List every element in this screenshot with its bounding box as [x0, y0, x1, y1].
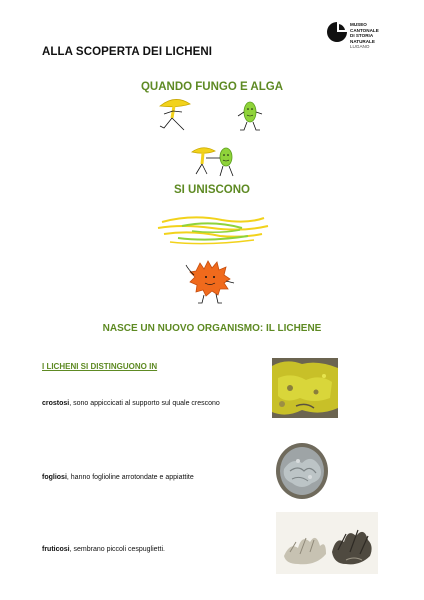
- item-desc: , sono appiccicati al supporto sul quale crescono: [69, 400, 220, 407]
- fruticose-lichen-photo: [276, 512, 378, 574]
- logo-line: DI STORIA: [350, 33, 374, 39]
- logo-place: LUGANO: [350, 44, 370, 50]
- list-item: [42, 546, 165, 553]
- heading-fungus-alga: QUANDO FUNGO E ALGA: [140, 81, 284, 93]
- lichen-character-drawing: [180, 257, 240, 307]
- heading-new-organism: NASCE UN NUOVO ORGANISMO: IL LICHENE: [102, 323, 322, 334]
- list-item: [42, 400, 220, 407]
- document-title: ALLA SCOPERTA DEI LICHENI: [42, 46, 213, 58]
- item-desc: , hanno foglioline arrotondate e appiattite: [66, 474, 194, 481]
- list-item: [42, 474, 194, 481]
- museum-logo-icon: [326, 21, 348, 43]
- logo-line: CANTONALE: [350, 27, 379, 33]
- fungus-character-icon: [160, 99, 190, 130]
- logo-line: MUSEO: [350, 22, 367, 27]
- crustose-lichen-photo: [272, 358, 338, 418]
- foliose-lichen-photo: [274, 439, 330, 501]
- section-title: I LICHENI SI DISTINGUONO IN: [42, 362, 158, 371]
- fungus-alga-together-drawing: [188, 144, 248, 182]
- item-term: fogliosi: [42, 474, 67, 481]
- alga-character-icon: [238, 102, 262, 130]
- item-term: crostosi: [42, 400, 70, 407]
- fungus-and-alga-drawing: [150, 96, 280, 136]
- item-desc: , sembrano piccoli cespuglietti.: [69, 546, 165, 553]
- merge-scribble-drawing: [152, 210, 272, 250]
- heading-unite: SI UNISCONO: [173, 184, 251, 196]
- logo-line: NATURALE: [350, 38, 375, 44]
- item-term: fruticosi: [42, 546, 70, 553]
- museum-logo-text: [350, 22, 379, 50]
